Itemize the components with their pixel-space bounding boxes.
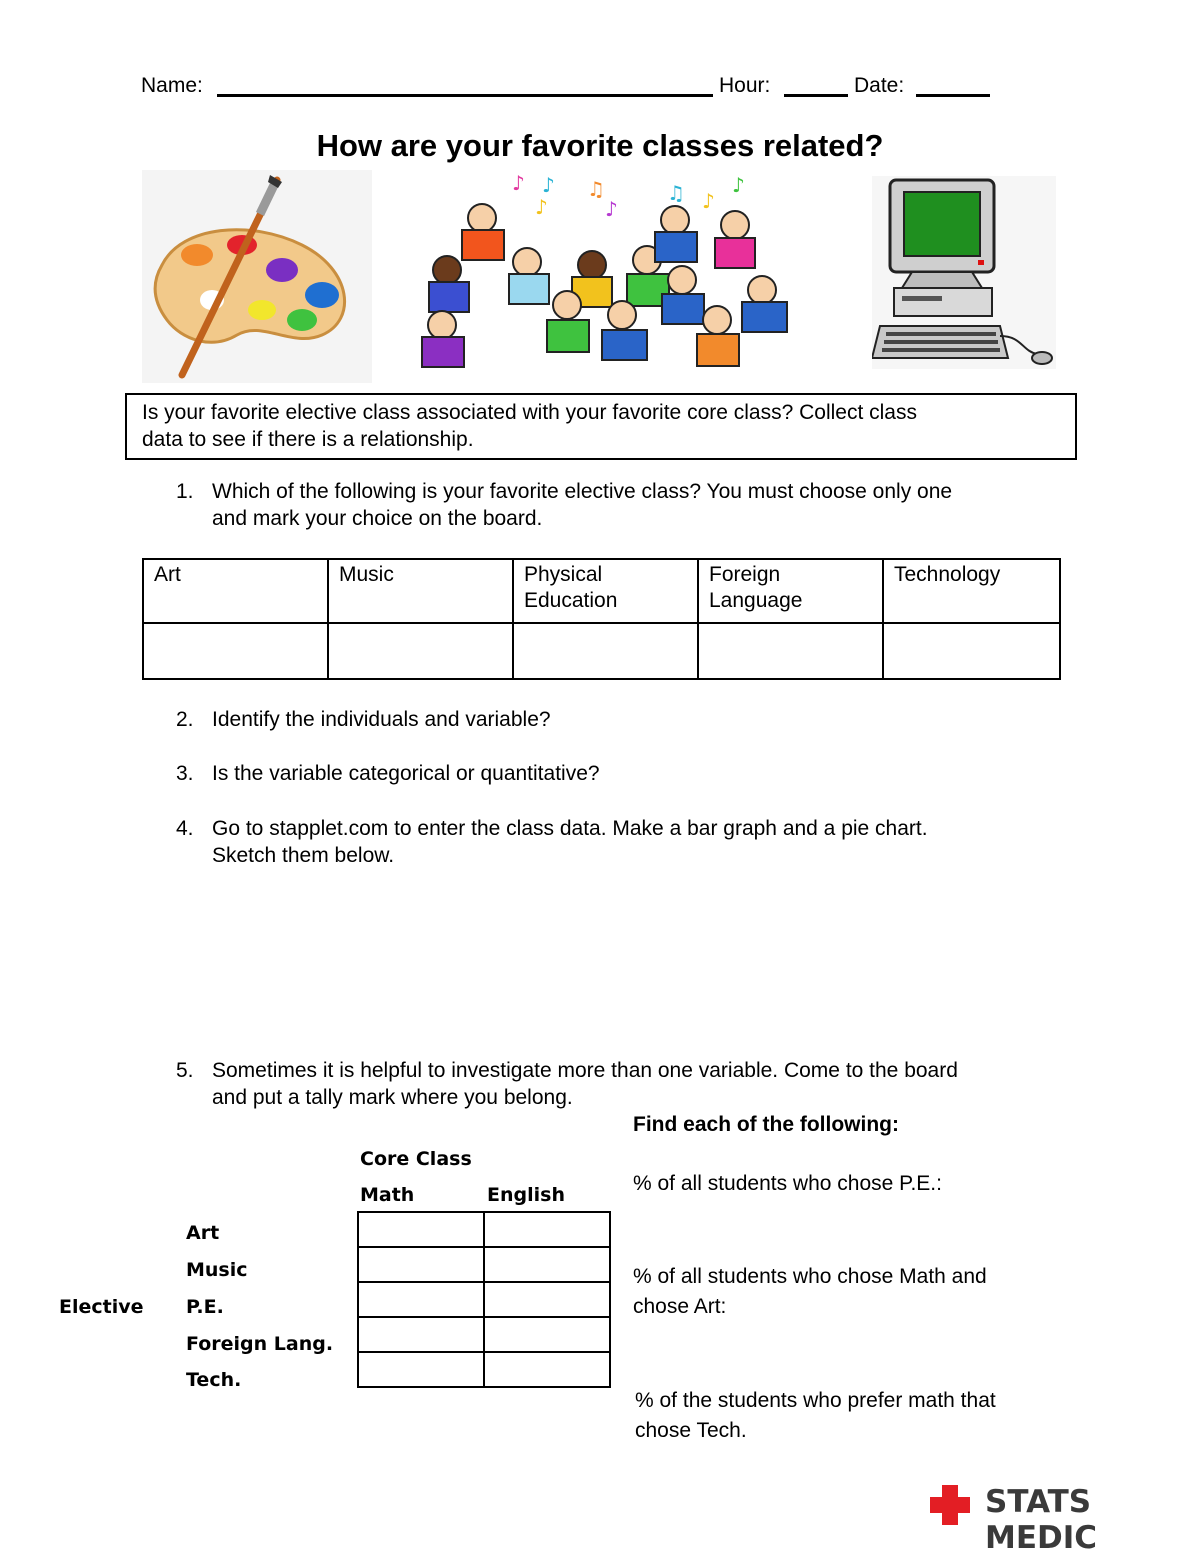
question-1-number: 1. xyxy=(176,480,194,503)
question-4-line-2: Sketch them below. xyxy=(212,844,395,867)
elective-tally-foreign-language[interactable] xyxy=(698,623,883,679)
svg-text:♪: ♪ xyxy=(535,195,548,219)
question-4-line-1: Go to stapplet.com to enter the class data. Make a bar graph and a pie chart. xyxy=(212,817,928,840)
name-line[interactable] xyxy=(217,94,713,97)
question-5 xyxy=(212,1057,1072,1111)
question-4 xyxy=(212,815,1072,869)
elective-choice-table xyxy=(142,558,1061,680)
row-art-label: Art xyxy=(186,1222,220,1244)
find-item-3-line-1: % of the students who prefer math that xyxy=(635,1389,996,1412)
find-item-2-line-1: % of all students who chose Math and xyxy=(633,1265,987,1288)
elective-header-technology: Technology xyxy=(883,559,1060,623)
two-way-tally-table xyxy=(357,1211,611,1388)
tally-cell[interactable] xyxy=(358,1352,484,1387)
row-foreign-lang-label: Foreign Lang. xyxy=(186,1333,334,1355)
elective-tally-music[interactable] xyxy=(328,623,513,679)
row-pe-label: P.E. xyxy=(186,1296,224,1318)
name-label: Name: xyxy=(141,74,203,97)
tally-cell[interactable] xyxy=(484,1247,610,1282)
elective-tally-technology[interactable] xyxy=(883,623,1060,679)
elective-tally-pe[interactable] xyxy=(513,623,698,679)
tally-cell[interactable] xyxy=(358,1282,484,1317)
intro-line-1: Is your favorite elective class associated with your favorite core class? Collect class xyxy=(142,401,917,424)
page-title: How are your favorite classes related? xyxy=(316,128,884,163)
column-english-label: English xyxy=(487,1184,565,1206)
hour-label: Hour: xyxy=(719,74,771,97)
date-label: Date: xyxy=(854,74,905,97)
question-4-number: 4. xyxy=(176,817,194,840)
row-tech-label: Tech. xyxy=(186,1369,242,1391)
svg-text:♪: ♪ xyxy=(702,189,715,213)
question-1-line-1: Which of the following is your favorite elective class? You must choose only one xyxy=(212,480,953,503)
intro-line-2: data to see if there is a relationship. xyxy=(142,428,474,451)
find-item-1: % of all students who chose P.E.: xyxy=(633,1172,942,1195)
svg-text:♪: ♪ xyxy=(512,171,525,195)
svg-text:♪: ♪ xyxy=(542,173,555,197)
tally-cell[interactable] xyxy=(484,1212,610,1247)
medic-cross-icon xyxy=(928,1483,972,1527)
question-5-line-2: and put a tally mark where you belong. xyxy=(212,1086,573,1109)
tally-cell[interactable] xyxy=(358,1212,484,1247)
question-1 xyxy=(212,478,1072,532)
svg-text:♫: ♫ xyxy=(587,177,605,201)
elective-header-foreign-language: Foreign Language xyxy=(698,559,883,623)
question-5-number: 5. xyxy=(176,1059,194,1082)
svg-text:♪: ♪ xyxy=(732,173,745,197)
core-class-label: Core Class xyxy=(360,1148,472,1170)
elective-header-pe: Physical Education xyxy=(513,559,698,623)
elective-tally-art[interactable] xyxy=(143,623,328,679)
tally-cell[interactable] xyxy=(484,1352,610,1387)
tally-cell[interactable] xyxy=(484,1282,610,1317)
tally-cell[interactable] xyxy=(358,1247,484,1282)
find-item-2-line-2: chose Art: xyxy=(633,1295,727,1318)
question-3-number: 3. xyxy=(176,762,194,785)
question-1-line-2: and mark your choice on the board. xyxy=(212,507,543,530)
date-line[interactable] xyxy=(916,94,990,97)
question-3: Is the variable categorical or quantitative? xyxy=(212,762,600,785)
tally-cell[interactable] xyxy=(484,1317,610,1352)
question-5-line-1: Sometimes it is helpful to investigate more than one variable. Come to the board xyxy=(212,1059,958,1082)
question-2-number: 2. xyxy=(176,708,194,731)
elective-header-music: Music xyxy=(328,559,513,623)
stats-medic-logo-text: STATS MEDIC xyxy=(985,1484,1098,1556)
choir-singers-icon xyxy=(417,170,795,380)
elective-row-label: Elective xyxy=(59,1296,144,1318)
intro-box xyxy=(125,393,1077,460)
hour-line[interactable] xyxy=(784,94,848,97)
paint-palette-icon xyxy=(142,170,372,383)
column-math-label: Math xyxy=(360,1184,415,1206)
question-2: Identify the individuals and variable? xyxy=(212,708,551,731)
tally-cell[interactable] xyxy=(358,1317,484,1352)
find-heading: Find each of the following: xyxy=(633,1113,899,1136)
svg-text:♪: ♪ xyxy=(605,197,618,221)
svg-text:♫: ♫ xyxy=(667,181,685,205)
elective-header-art: Art xyxy=(143,559,328,623)
find-item-3-line-2: chose Tech. xyxy=(635,1419,747,1442)
row-music-label: Music xyxy=(186,1259,248,1281)
computer-icon xyxy=(872,176,1056,369)
